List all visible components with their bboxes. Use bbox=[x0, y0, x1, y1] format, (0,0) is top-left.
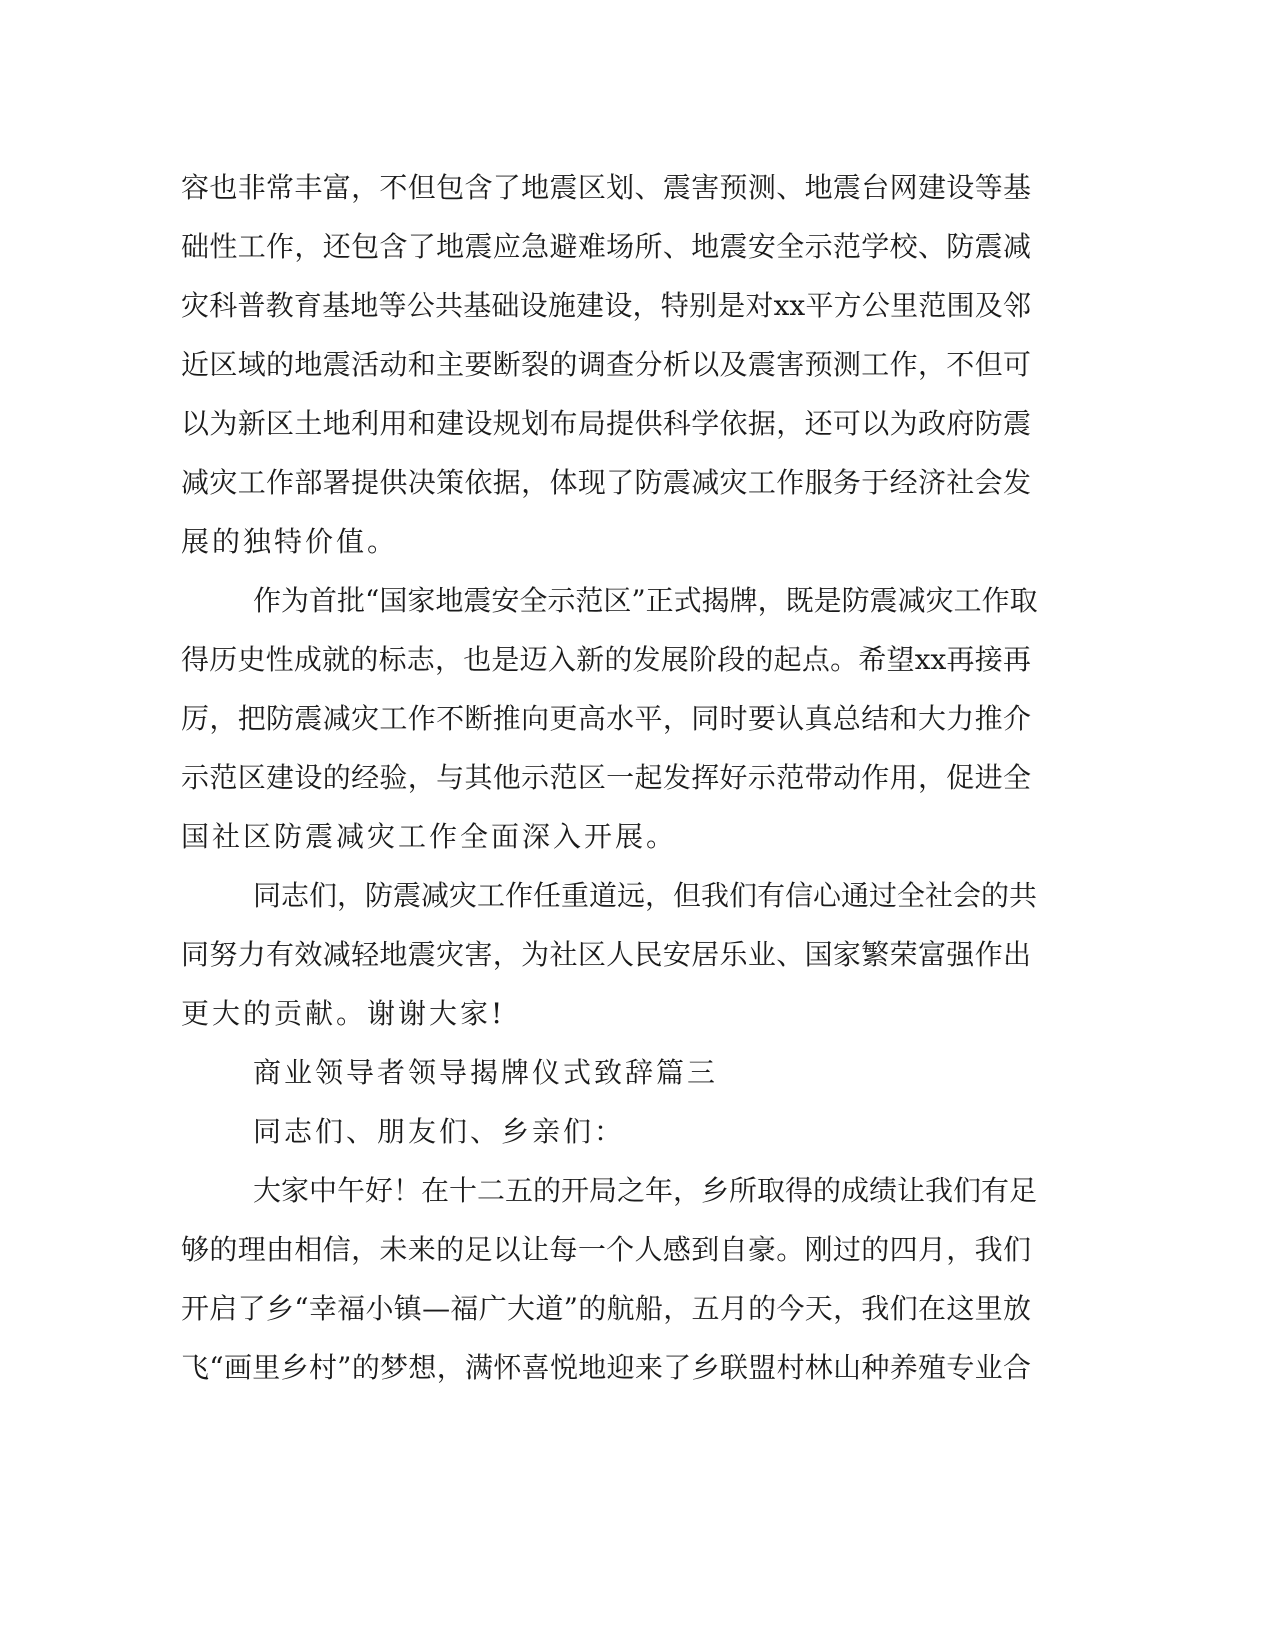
text-line: 开启了乡“幸福小镇—福广大道”的航船，五月的今天，我们在这里放 bbox=[181, 1292, 1031, 1325]
paragraph-first-line: 作为首批“国家地震安全示范区”正式揭牌，既是防震减灾工作取 bbox=[253, 584, 1038, 617]
salutation: 同志们、朋友们、乡亲们： bbox=[253, 1115, 626, 1148]
paragraph-first-line: 同志们，防震减灾工作任重道远，但我们有信心通过全社会的共 bbox=[253, 879, 1038, 912]
text-line: 近区域的地震活动和主要断裂的调查分析以及震害预测工作，不但可 bbox=[181, 348, 1031, 381]
text-line: 减灾工作部署提供决策依据，体现了防震减灾工作服务于经济社会发 bbox=[181, 466, 1031, 499]
paragraph-first-line: 大家中午好！在十二五的开局之年，乡所取得的成绩让我们有足 bbox=[253, 1174, 1038, 1207]
text-line: 以为新区土地利用和建设规划布局提供科学依据，还可以为政府防震 bbox=[181, 407, 1031, 440]
text-line: 示范区建设的经验，与其他示范区一起发挥好示范带动作用，促进全 bbox=[181, 761, 1031, 794]
document-body bbox=[181, 158, 1038, 1397]
text-line: 飞“画里乡村”的梦想，满怀喜悦地迎来了乡联盟村林山种养殖专业合 bbox=[181, 1351, 1031, 1384]
section-heading: 商业领导者领导揭牌仪式致辞篇三 bbox=[253, 1056, 719, 1089]
text-line: 灾科普教育基地等公共基础设施建设，特别是对xx平方公里范围及邻 bbox=[181, 289, 1031, 322]
text-line: 厉，把防震减灾工作不断推向更高水平，同时要认真总结和大力推介 bbox=[181, 702, 1031, 735]
text-line: 同努力有效减轻地震灾害，为社区人民安居乐业、国家繁荣富强作出 bbox=[181, 938, 1031, 971]
text-line: 容也非常丰富，不但包含了地震区划、震害预测、地震台网建设等基 bbox=[181, 171, 1031, 204]
text-line: 展的独特价值。 bbox=[181, 525, 399, 558]
text-line: 更大的贡献。谢谢大家! bbox=[181, 997, 506, 1030]
text-line: 国社区防震减灾工作全面深入开展。 bbox=[181, 820, 678, 853]
text-line: 础性工作，还包含了地震应急避难场所、地震安全示范学校、防震减 bbox=[181, 230, 1031, 263]
text-line: 得历史性成就的标志，也是迈入新的发展阶段的起点。希望xx再接再 bbox=[181, 643, 1031, 676]
text-line: 够的理由相信，未来的足以让每一个人感到自豪。刚过的四月，我们 bbox=[181, 1233, 1031, 1266]
